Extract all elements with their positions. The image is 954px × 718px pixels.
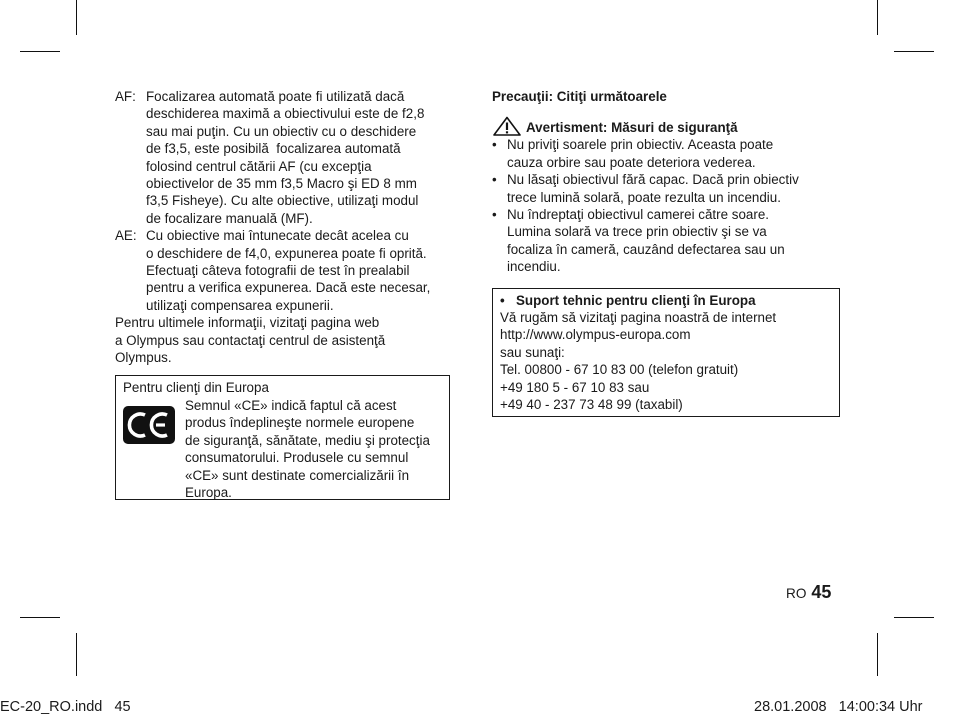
text-line: o deschidere de f4,0, expunerea poate fi oprită. [146, 245, 427, 261]
ce-mark-icon-svg [123, 406, 175, 444]
ce-row [123, 397, 445, 501]
crop-mark [894, 51, 934, 52]
bullet-icon: • [492, 137, 497, 153]
info-paragraph [115, 314, 465, 366]
bullet-icon: • [500, 292, 505, 308]
text-line: Focalizarea automată poate fi utilizată dacă [146, 89, 405, 104]
text-line: deschiderea maximă a obiectivului este de f2,8 [146, 106, 425, 122]
text-line: focaliza în cameră, cauzând defectarea sau un [507, 241, 785, 257]
ae-definition [115, 227, 465, 314]
support-box [492, 288, 840, 417]
warning-heading [492, 116, 842, 136]
list-item [492, 206, 842, 276]
crop-mark [20, 51, 60, 52]
ce-description [185, 397, 445, 501]
ce-mark-icon [123, 397, 185, 501]
language-code: RO [786, 586, 807, 601]
eu-customers-box [115, 375, 450, 500]
text-line: Nu priviţi soarele prin obiectiv. Aceasta poate [507, 137, 774, 153]
support-phone: Tel. 00800 - 67 10 83 00 (telefon gratuit) [500, 362, 739, 378]
text-line: cauza orbire sau poate deteriora vederea. [507, 154, 756, 170]
ae-description [146, 227, 465, 314]
support-phone: +49 40 - 237 73 48 99 (taxabil) [500, 397, 683, 413]
text-line: Vă rugăm să vizitaţi pagina noastră de internet [500, 310, 777, 326]
text-line: Europa. [185, 484, 232, 500]
list-item-text [507, 206, 842, 276]
crop-mark [20, 617, 60, 618]
crop-mark [76, 633, 77, 676]
support-title: Suport tehnic pentru clienţi în Europa [516, 292, 756, 308]
text-line: Lumina solară va trece prin obiectiv şi se va [507, 224, 767, 240]
text-line: Nu lăsaţi obiectivul fără capac. Dacă prin obiectiv [507, 172, 799, 188]
text-line: «CE» sunt destinate comercializării în [185, 467, 410, 483]
timestamp-slug: 28.01.2008 14:00:34 Uhr [754, 699, 923, 715]
text-line: f3,5 Fisheye). Cu alte obiective, utilizaţi modul [146, 193, 419, 209]
bullet-icon: • [492, 172, 497, 188]
left-column [115, 88, 465, 500]
crop-mark [76, 0, 77, 35]
list-item-text [507, 171, 842, 206]
page-number-value: 45 [811, 582, 832, 602]
text-line: Cu obiective mai întunecate decât acelea cu [146, 228, 409, 244]
text-line: produs îndeplineşte normele europene [185, 415, 415, 431]
text-line: utilizaţi compensarea expunerii. [146, 297, 334, 313]
file-slug: EC-20_RO.indd 45 [0, 699, 131, 715]
page-number [786, 584, 831, 602]
af-term: AF: [115, 89, 136, 104]
text-line: Nu îndreptaţi obiectivul camerei către soare. [507, 207, 769, 223]
text-line: Olympus. [115, 350, 172, 366]
crop-mark [877, 633, 878, 676]
precautions-title: Precauţii: Citiţi următoarele [492, 89, 667, 104]
support-phone: +49 180 5 - 67 10 83 sau [500, 379, 650, 395]
crop-mark [877, 0, 878, 35]
text-line: folosind centrul cătării AF (cu excepţia [146, 158, 372, 174]
support-title-row [500, 292, 833, 309]
list-item [492, 171, 842, 206]
af-description [146, 88, 465, 227]
text-line: consumatorului. Produsele cu semnul [185, 450, 409, 466]
bullet-icon: • [492, 207, 497, 223]
text-line: obiectivelor de 35 mm f3,5 Macro şi ED 8 mm [146, 176, 417, 192]
text-line: de focalizare manuală (MF). [146, 210, 313, 226]
warning-triangle-icon [492, 116, 522, 136]
text-line: Efectuaţi câteva fotografii de test în prealabil [146, 263, 410, 279]
text-line: sau sunaţi: [500, 344, 565, 360]
eu-box-title: Pentru clienţi din Europa [123, 379, 269, 395]
af-definition [115, 88, 465, 227]
text-line: Pentru ultimele informaţii, vizitaţi pagina web [115, 315, 380, 331]
list-item [492, 136, 842, 171]
text-line: incendiu. [507, 259, 561, 275]
support-url[interactable]: http://www.olympus-europa.com [500, 327, 691, 343]
text-line: de f3,5, este posibilă focalizarea automată [146, 141, 401, 157]
text-line: de siguranţă, sănătate, mediu şi protecţia [185, 432, 430, 448]
ae-term: AE: [115, 228, 137, 244]
crop-mark [894, 617, 934, 618]
right-column [492, 88, 842, 417]
text-line: pentru a verifica expunerea. Dacă este necesar, [146, 280, 431, 296]
text-line: sau mai puţin. Cu un obiectiv cu o deschidere [146, 123, 417, 139]
warning-title: Avertisment: Măsuri de siguranţă [526, 120, 738, 135]
text-line: Semnul «CE» indică faptul că acest [185, 397, 397, 413]
text-line: trece lumină solară, poate rezulta un incendiu. [507, 189, 781, 205]
warning-list [492, 136, 842, 275]
list-item-text [507, 136, 842, 171]
text-line: a Olympus sau contactaţi centrul de asistenţă [115, 332, 386, 348]
